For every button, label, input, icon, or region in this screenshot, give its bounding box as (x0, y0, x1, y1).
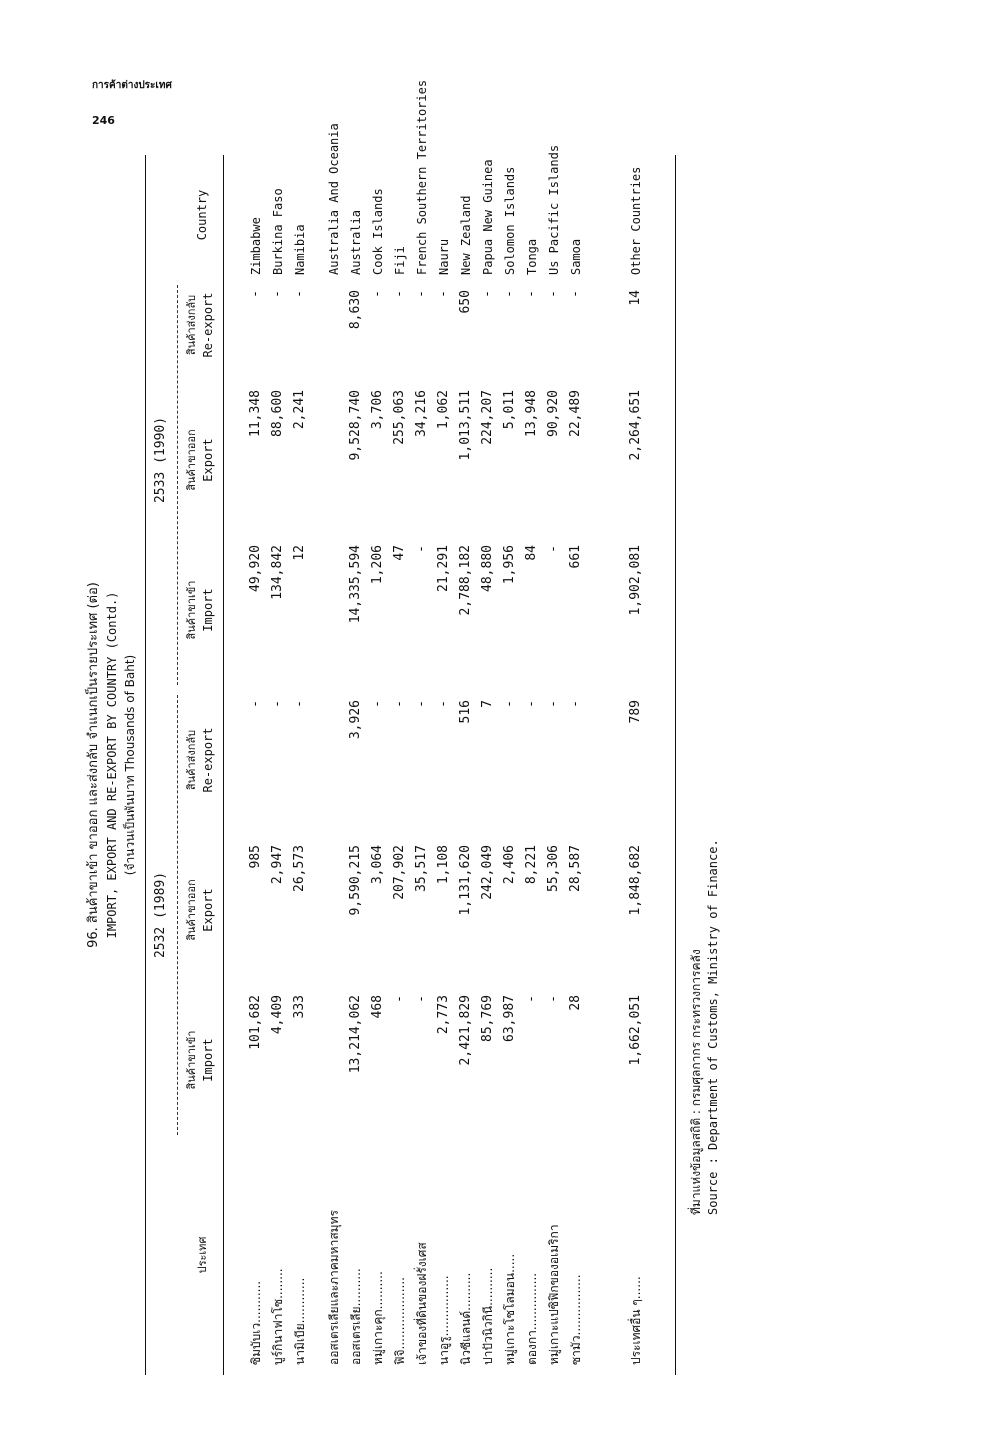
country-en-header: Country (195, 189, 209, 241)
export-1989-cell: 55,306 (546, 845, 561, 892)
country-en-cell: Us Pacific Islands (547, 144, 561, 275)
country-thai-cell: นาอูรู................ (437, 1275, 451, 1365)
reexport-1989-cell: - (270, 700, 285, 708)
reexport-1990-cell: - (292, 290, 307, 298)
country-en-cell: Papua New Guinea (481, 159, 495, 275)
import-1990-cell: 47 (392, 545, 407, 561)
table-title (85, 155, 139, 1375)
export-1989-cell: 26,573 (292, 845, 307, 892)
import-1989-cell: 4,409 (270, 995, 285, 1035)
import-1989-cell: 28 (568, 995, 583, 1011)
export-1990-cell: 224,207 (480, 390, 495, 445)
table-row (477, 155, 499, 1375)
reexport-1989-cell: 516 (458, 700, 473, 724)
export-1990-cell: 88,600 (270, 390, 285, 437)
reexport-1989-cell: - (292, 700, 307, 708)
reexport-1989-cell: - (414, 700, 429, 708)
import-1990-cell: 14,335,594 (348, 545, 363, 624)
reexport-1989-cell (323, 700, 345, 830)
country-thai-cell: ซามัว................ (569, 1274, 583, 1365)
reexport-1989-cell: - (370, 700, 385, 708)
reexport-1989-cell: - (524, 700, 539, 708)
page-number: 246 (92, 114, 115, 127)
export-1989-cell: 28,587 (568, 845, 583, 892)
import-1989-cell: - (524, 995, 539, 1003)
table-row (289, 155, 311, 1375)
reexport-1990-cell: 8,630 (348, 290, 363, 330)
import-1990-cell: 1,902,081 (628, 545, 643, 616)
country-en-cell: Nauru (437, 238, 451, 275)
import-1990-cell: 1,206 (370, 545, 385, 585)
import-1990-cell: 1,956 (502, 545, 517, 585)
export-1990-cell: 90,920 (546, 390, 561, 437)
group-row (323, 123, 345, 1375)
export-1989-cell: 242,049 (480, 845, 495, 900)
import-1990-cell: - (414, 545, 429, 553)
reexport-1990-cell: - (248, 290, 263, 298)
country-en-cell: French Southern Territories (415, 79, 429, 275)
export-1989-cell: 985 (248, 845, 263, 869)
import-1990-cell: - (546, 545, 561, 553)
year-1990-rule (177, 285, 178, 685)
country-thai-cell: หมู่เกาะแปซิฟิกของอเมริกา (547, 1224, 561, 1365)
reexport-1989-cell: 789 (628, 700, 643, 724)
import-1989-cell: 63,987 (502, 995, 517, 1042)
export-1989-cell: 1,108 (436, 845, 451, 885)
export-1990-cell: 255,063 (392, 390, 407, 445)
import-1989-cell: 333 (292, 995, 307, 1019)
country-en-cell: Cook Islands (371, 188, 385, 275)
table-row (543, 144, 565, 1375)
reexport-1989-cell: 7 (480, 700, 495, 708)
import-1990-cell: 661 (568, 545, 583, 569)
reexport-1990-cell: - (392, 290, 407, 298)
source-thai: ที่มาแห่งข้อมูลสถิติ : กรมศุลกากร กระทรวงการคลัง (689, 949, 703, 1215)
table-row (345, 155, 367, 1375)
country-en-cell: Namibia (293, 224, 307, 275)
country-thai-cell: นิวซีแลนด์.......... (459, 1272, 473, 1365)
country-thai-cell: นามิเบีย............ (293, 1277, 307, 1365)
import-1989-cell: - (392, 995, 407, 1003)
import-1989-cell: - (414, 995, 429, 1003)
import-1989-cell: 2,773 (436, 995, 451, 1035)
country-en-cell: Australia And Oceania (327, 123, 341, 275)
country-en-cell: Solomon Islands (503, 166, 517, 275)
year-1989-rule (177, 695, 178, 1135)
country-thai-cell: ปาปัวนิวกินี.......... (481, 1267, 495, 1365)
table-row (499, 155, 521, 1375)
country-en-cell: Other Countries (629, 166, 643, 275)
import-1989-cell: 468 (370, 995, 385, 1019)
import-1989-header: สินค้าขาเข้า Import (185, 1030, 215, 1090)
reexport-1989-header: สินค้าส่งกลับ Re-export (185, 727, 215, 793)
reexport-1990-cell: 650 (458, 290, 473, 314)
country-en-cell: Fiji (393, 246, 407, 275)
country-en-cell: Zimbabwe (249, 217, 263, 275)
country-thai-cell: ประเทศอื่น ๆ...... (629, 1276, 643, 1365)
export-1990-cell: 11,348 (248, 390, 263, 437)
import-1989-cell: 2,421,829 (458, 995, 473, 1066)
reexport-1989-cell: - (248, 700, 263, 708)
import-1990-cell: 12 (292, 545, 307, 561)
country-thai-cell: เจ้าของที่ดินของฝรั่งเศส (415, 1242, 429, 1365)
export-1990-cell: 34,216 (414, 390, 429, 437)
table-row (367, 155, 389, 1375)
reexport-1990-cell: - (524, 290, 539, 298)
reexport-1990-cell: - (568, 290, 583, 298)
import-1990-cell: 2,788,182 (458, 545, 473, 616)
import-1989-cell: 1,662,051 (628, 995, 643, 1066)
export-1990-cell: 3,706 (370, 390, 385, 430)
export-1990-cell: 13,948 (524, 390, 539, 437)
export-1989-header: สินค้าขาออก Export (185, 879, 215, 941)
country-en-cell: Australia (349, 209, 363, 275)
import-1989-cell: 85,769 (480, 995, 495, 1042)
import-1989-cell: 101,682 (248, 995, 263, 1050)
table-row (245, 155, 267, 1375)
import-1990-cell: 84 (524, 545, 539, 561)
country-en-cell: Tonga (525, 238, 539, 275)
table-row (267, 155, 289, 1375)
export-1989-cell: 8,221 (524, 845, 539, 885)
export-1990-cell: 2,264,651 (628, 390, 643, 461)
year-1989-header: 2532 (1989) (153, 871, 168, 959)
table-row (411, 79, 433, 1375)
export-1989-cell: 9,590,215 (348, 845, 363, 916)
top-rule (145, 155, 146, 1375)
export-1989-cell: 1,848,682 (628, 845, 643, 916)
country-thai-cell: ฟิจิ................... (393, 1276, 407, 1365)
export-1989-cell: 2,406 (502, 845, 517, 885)
reexport-1990-header: สินค้าส่งกลับ Re-export (185, 292, 215, 358)
source-note (687, 839, 720, 1215)
reexport-1990-cell: 14 (628, 290, 643, 306)
reexport-1990-cell: - (546, 290, 561, 298)
title-thai: 96. สินค้าขาเข้า ขาออก และส่งกลับ จำแนกเป็นรายประเทศ (ต่อ) (86, 582, 101, 948)
section-header: การค้าต่างประเทศ (92, 80, 172, 91)
header-bottom-rule (223, 155, 224, 1375)
reexport-1989-cell: - (502, 700, 517, 708)
country-thai-cell: ออสเตรเลีย.......... (349, 1268, 363, 1365)
year-1990-header: 2533 (1990) (153, 416, 168, 504)
export-1990-header: สินค้าขาออก Export (185, 429, 215, 491)
export-1989-cell: 1,131,620 (458, 845, 473, 916)
export-1989-cell: 35,517 (414, 845, 429, 892)
import-1990-cell: 21,291 (436, 545, 451, 592)
country-en-cell: Burkina Faso (271, 188, 285, 275)
country-thai-cell: หมู่เกาะโซโลมอน..... (503, 1253, 517, 1365)
reexport-1990-cell: - (436, 290, 451, 298)
table-row (521, 155, 543, 1375)
import-1989-cell: - (546, 995, 561, 1003)
export-1989-cell: 3,064 (370, 845, 385, 885)
reexport-1989-cell: - (546, 700, 561, 708)
reexport-1990-cell (323, 290, 345, 390)
country-thai-cell: ซิมบับเว........... (249, 1280, 263, 1365)
country-en-cell: Samoa (569, 238, 583, 275)
export-1990-cell: 1,062 (436, 390, 451, 430)
reexport-1990-cell: - (502, 290, 517, 298)
reexport-1989-cell: 3,926 (348, 700, 363, 740)
reexport-1990-cell: - (480, 290, 495, 298)
bottom-rule (675, 155, 676, 1375)
export-1989-cell (323, 845, 345, 985)
country-en-cell: New Zealand (459, 195, 473, 275)
export-1990-cell: 9,528,740 (348, 390, 363, 461)
import-1989-cell (323, 995, 345, 1135)
country-thai-cell: หมู่เกาะคุก.......... (371, 1271, 385, 1365)
export-1990-cell: 2,241 (292, 390, 307, 430)
import-1990-cell: 49,920 (248, 545, 263, 592)
reexport-1990-cell: - (370, 290, 385, 298)
table-row (389, 155, 411, 1375)
import-1990-cell (323, 545, 345, 685)
table-row (565, 155, 587, 1375)
import-1990-cell: 48,880 (480, 545, 495, 592)
country-thai-header: ประเทศ (196, 1236, 209, 1274)
reexport-1990-cell: - (270, 290, 285, 298)
country-thai-cell: ตองกา............... (525, 1272, 539, 1365)
export-1990-cell (323, 390, 345, 530)
export-1989-cell: 207,902 (392, 845, 407, 900)
table-row (625, 155, 647, 1375)
reexport-1989-cell: - (568, 700, 583, 708)
country-thai-cell: บูร์กินาฟาโซ........ (271, 1268, 285, 1365)
source-english: Source : Department of Customs, Ministry of Finance. (706, 839, 720, 1215)
reexport-1990-cell: - (414, 290, 429, 298)
table-row (433, 155, 455, 1375)
title-unit: (จำนวนเป็นพันบาท Thousands of Baht) (123, 654, 137, 876)
export-1990-cell: 22,489 (568, 390, 583, 437)
reexport-1989-cell: - (436, 700, 451, 708)
table-row (455, 155, 477, 1375)
export-1990-cell: 1,013,511 (458, 390, 473, 461)
country-thai-cell: ออสเตรเลียและภาคมหาสมุทร (327, 1210, 341, 1365)
import-1989-cell: 13,214,062 (348, 995, 363, 1074)
import-1990-header: สินค้าขาเข้า Import (185, 580, 215, 640)
export-1990-cell: 5,011 (502, 390, 517, 430)
reexport-1989-cell: - (392, 700, 407, 708)
import-1990-cell: 134,842 (270, 545, 285, 600)
export-1989-cell: 2,947 (270, 845, 285, 885)
title-english: IMPORT, EXPORT AND RE-EXPORT BY COUNTRY (Contd.) (105, 591, 119, 939)
